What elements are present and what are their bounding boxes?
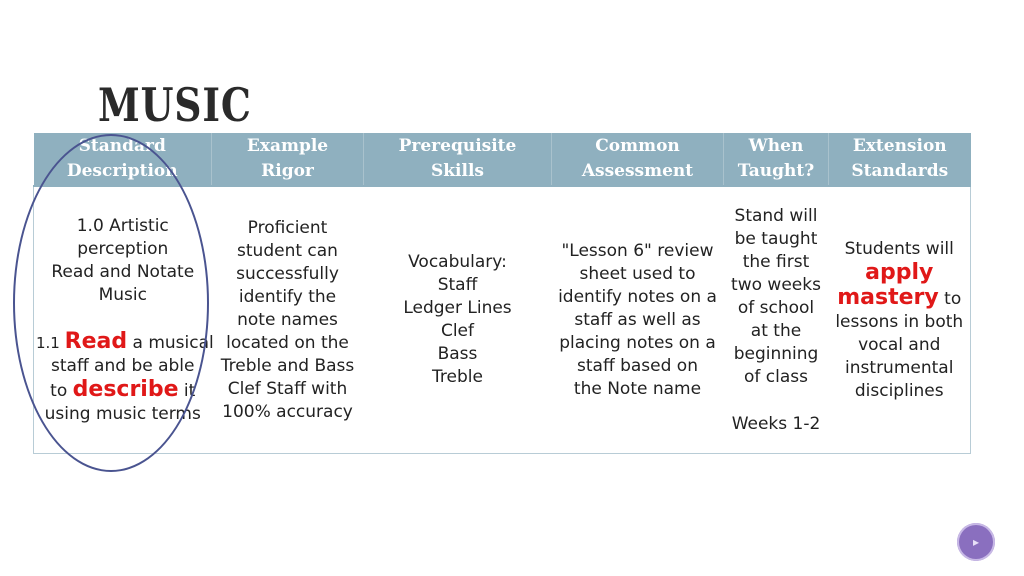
nav-arrow-icon: ▸: [972, 535, 980, 549]
cell-common-assessment: [552, 186, 724, 454]
standard-prefix: 1.1: [36, 333, 65, 352]
cell-when-taught: [724, 186, 829, 454]
extension-post: lessons in both vocal and instrumental disciplines: [835, 311, 964, 401]
standard-mid: a musical: [127, 332, 214, 353]
header-common-assessment: Common Assessment: [552, 133, 724, 186]
standard-line: perception: [77, 238, 169, 259]
standard-line: [36, 328, 214, 355]
cell-prerequisite-skills: [364, 186, 552, 454]
when-text: Stand will be taught the first two weeks of school at the beginning of class: [731, 205, 821, 387]
weeks-label: Weeks 1-2: [731, 413, 821, 434]
extension-to: to: [938, 288, 962, 309]
keyword-read: Read: [64, 328, 128, 354]
prereq-text: Vocabulary: Staff Ledger Lines Clef Bass Treble: [403, 252, 512, 387]
standard-to: to: [50, 380, 73, 401]
assessment-text: "Lesson 6" review sheet used to identify notes on a staff as well as placing notes on a staff based on the Note name: [558, 240, 717, 399]
rigor-text: Proficient student can successfully identify the note names located on the Treble and Bass Clef Staff with 100% accuracy: [220, 217, 355, 422]
standard-line: Music: [98, 284, 147, 305]
standard-line: [36, 378, 210, 403]
standard-line: Read and Notate: [51, 261, 195, 282]
cell-example-rigor: [212, 186, 364, 454]
standard-line: using music terms: [44, 403, 201, 424]
table-row: [34, 186, 971, 454]
cell-extension-standards: [829, 186, 971, 454]
header-row: [34, 133, 971, 186]
keyword-mastery: mastery: [837, 284, 939, 310]
cell-standard-description: [34, 186, 212, 454]
keyword-apply: apply: [865, 259, 934, 285]
page-title: MUSIC: [98, 78, 252, 132]
standard-it: it: [178, 380, 196, 401]
keyword-describe: describe: [72, 376, 179, 402]
extension-pre: Students will: [844, 238, 954, 259]
header-extension-standards: Extension Standards: [829, 133, 971, 186]
standards-table: [33, 133, 971, 454]
nav-button[interactable]: [957, 523, 995, 561]
standard-line: 1.0 Artistic: [76, 215, 169, 236]
header-standard-description: Standard Description: [34, 133, 212, 186]
header-example-rigor: Example Rigor: [212, 133, 364, 186]
header-prerequisite-skills: Prerequisite Skills: [364, 133, 552, 186]
header-when-taught: When Taught?: [724, 133, 829, 186]
standard-line: staff and be able: [51, 355, 195, 376]
